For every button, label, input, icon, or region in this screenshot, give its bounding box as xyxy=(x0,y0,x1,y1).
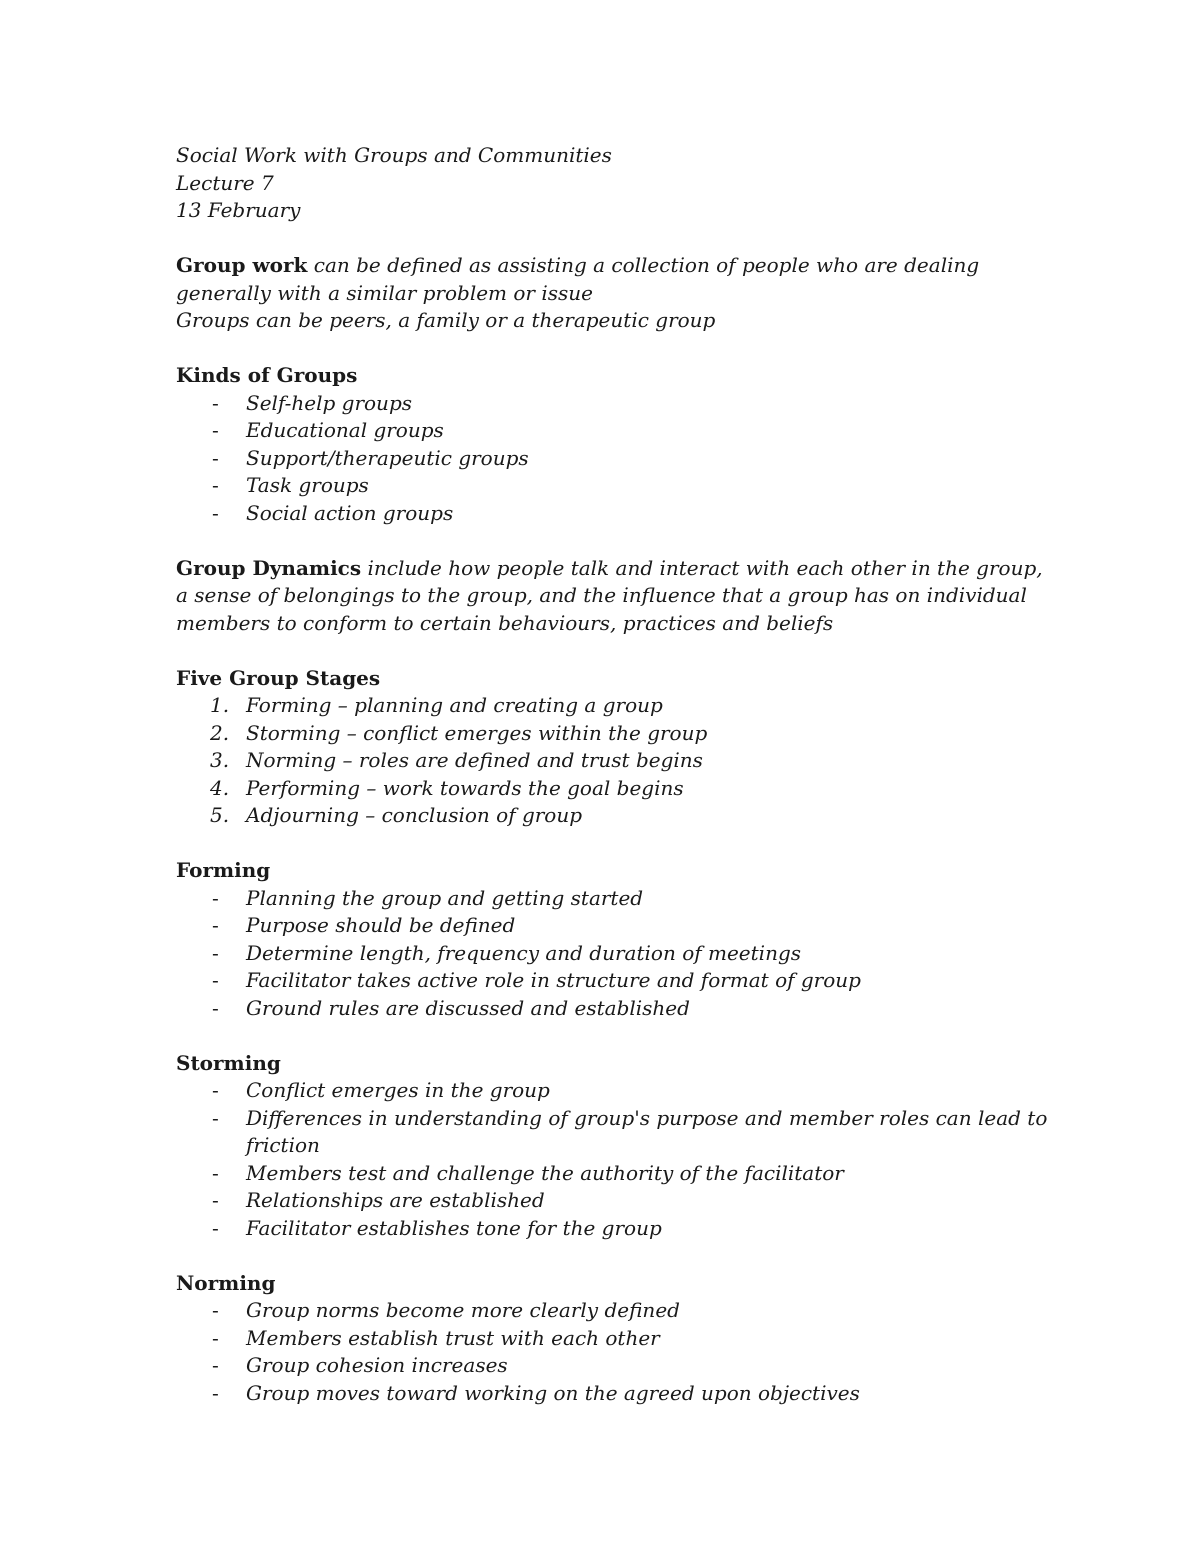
kinds-of-groups-heading: Kinds of Groups xyxy=(176,363,358,387)
lecture-date: 13 February xyxy=(176,198,301,222)
list-item xyxy=(176,967,1056,995)
dash-marker: - xyxy=(212,1325,219,1350)
dash-marker: - xyxy=(212,913,219,937)
list-item-text: Conflict emerges in the group xyxy=(246,1078,550,1102)
spacer xyxy=(176,225,1056,253)
spacer xyxy=(176,527,1056,555)
group-dynamics-term: Group Dynamics xyxy=(176,555,362,580)
list-item xyxy=(176,692,1056,720)
list-item-text: Educational groups xyxy=(246,418,444,442)
dash-marker: - xyxy=(212,390,219,415)
list-item xyxy=(176,1187,1056,1215)
dash-marker: - xyxy=(212,1380,219,1405)
list-item-text: Facilitator takes active role in structure and format of group xyxy=(246,968,861,992)
list-item-text: Differences in understanding of group's purpose and member roles can lead to friction xyxy=(246,1105,1048,1157)
dash-marker: - xyxy=(212,500,219,525)
list-item xyxy=(176,390,1056,418)
storming-heading: Storming xyxy=(176,1050,281,1075)
dash-marker: - xyxy=(212,1105,219,1130)
dash-marker: - xyxy=(212,1298,219,1322)
group-work-definition-text: can be defined as assisting a collection of people who are dealing generally with a similar problem or issue xyxy=(176,253,980,305)
storming-list xyxy=(176,1077,1056,1242)
list-item-text: Adjourning – conclusion of group xyxy=(246,803,583,827)
list-item-text: Determine length, frequency and duration of meetings xyxy=(246,940,802,965)
list-item-text: Group norms become more clearly defined xyxy=(246,1298,680,1322)
dash-marker: - xyxy=(212,1188,219,1212)
list-item-text: Norming – roles are defined and trust begins xyxy=(246,748,703,772)
list-item-text: Members test and challenge the authority of the facilitator xyxy=(246,1160,844,1185)
list-number: 4. xyxy=(210,775,230,800)
spacer xyxy=(176,335,1056,363)
dash-marker: - xyxy=(212,885,219,910)
dash-marker: - xyxy=(212,1160,219,1185)
list-item-text: Performing – work towards the goal begins xyxy=(246,775,684,800)
norming-heading: Norming xyxy=(176,1270,276,1295)
list-item xyxy=(176,940,1056,968)
course-title: Social Work with Groups and Communities xyxy=(176,143,612,167)
forming-list xyxy=(176,885,1056,1023)
list-item xyxy=(176,1325,1056,1353)
list-item xyxy=(176,747,1056,775)
dash-marker: - xyxy=(212,418,219,442)
list-item-text: Group cohesion increases xyxy=(246,1353,508,1377)
document-page xyxy=(176,142,1056,1407)
dash-marker: - xyxy=(212,1215,219,1240)
list-item xyxy=(176,885,1056,913)
list-number: 1. xyxy=(210,693,230,717)
list-item xyxy=(176,500,1056,528)
list-item-text: Social action groups xyxy=(246,500,454,525)
dash-marker: - xyxy=(212,473,219,497)
list-item xyxy=(176,1077,1056,1105)
five-stages-list xyxy=(176,692,1056,830)
group-dynamics-definition xyxy=(176,555,1056,638)
list-item-text: Self-help groups xyxy=(246,390,413,415)
list-item xyxy=(176,445,1056,473)
dash-marker: - xyxy=(212,1078,219,1102)
list-item xyxy=(176,720,1056,748)
group-work-term: Group work xyxy=(176,253,308,277)
list-item-text: Facilitator establishes tone for the group xyxy=(246,1215,662,1240)
list-item-text: Support/therapeutic groups xyxy=(246,445,529,470)
dash-marker: - xyxy=(212,1353,219,1377)
group-work-definition xyxy=(176,252,1056,307)
list-item xyxy=(176,775,1056,803)
list-item xyxy=(176,1105,1056,1160)
list-item-text: Members establish trust with each other xyxy=(246,1325,660,1350)
list-item-text: Group moves toward working on the agreed upon objectives xyxy=(246,1380,860,1405)
lecture-number: Lecture 7 xyxy=(176,170,274,195)
list-number: 5. xyxy=(210,803,230,827)
list-item xyxy=(176,1160,1056,1188)
list-item-text: Task groups xyxy=(246,473,369,497)
group-dynamics-definition-text: include how people talk and interact with each other in the group, a sense of belongings to the group, and the influence that a group has on individual members to conform to certain behaviours, practices and beliefs xyxy=(176,555,1043,635)
list-item xyxy=(176,1380,1056,1408)
list-item-text: Planning the group and getting started xyxy=(246,885,644,910)
dash-marker: - xyxy=(212,995,219,1020)
list-item-text: Storming – conflict emerges within the group xyxy=(246,720,708,745)
five-stages-heading: Five Group Stages xyxy=(176,665,381,690)
spacer xyxy=(176,637,1056,665)
list-item xyxy=(176,472,1056,500)
group-work-note: Groups can be peers, a family or a therapeutic group xyxy=(176,308,716,332)
list-item xyxy=(176,1297,1056,1325)
list-item xyxy=(176,417,1056,445)
list-item xyxy=(176,802,1056,830)
list-item-text: Purpose should be defined xyxy=(246,913,516,937)
list-item-text: Ground rules are discussed and established xyxy=(246,995,690,1020)
spacer xyxy=(176,1242,1056,1270)
list-item xyxy=(176,912,1056,940)
list-item xyxy=(176,1215,1056,1243)
list-item-text: Relationships are established xyxy=(246,1188,545,1212)
spacer xyxy=(176,830,1056,858)
dash-marker: - xyxy=(212,445,219,470)
list-item xyxy=(176,995,1056,1023)
dash-marker: - xyxy=(212,940,219,965)
forming-heading: Forming xyxy=(176,858,271,882)
list-number: 3. xyxy=(210,748,230,772)
norming-list xyxy=(176,1297,1056,1407)
kinds-of-groups-list xyxy=(176,390,1056,528)
list-number: 2. xyxy=(210,720,230,745)
spacer xyxy=(176,1022,1056,1050)
list-item xyxy=(176,1352,1056,1380)
dash-marker: - xyxy=(212,968,219,992)
list-item-text: Forming – planning and creating a group xyxy=(246,693,663,717)
